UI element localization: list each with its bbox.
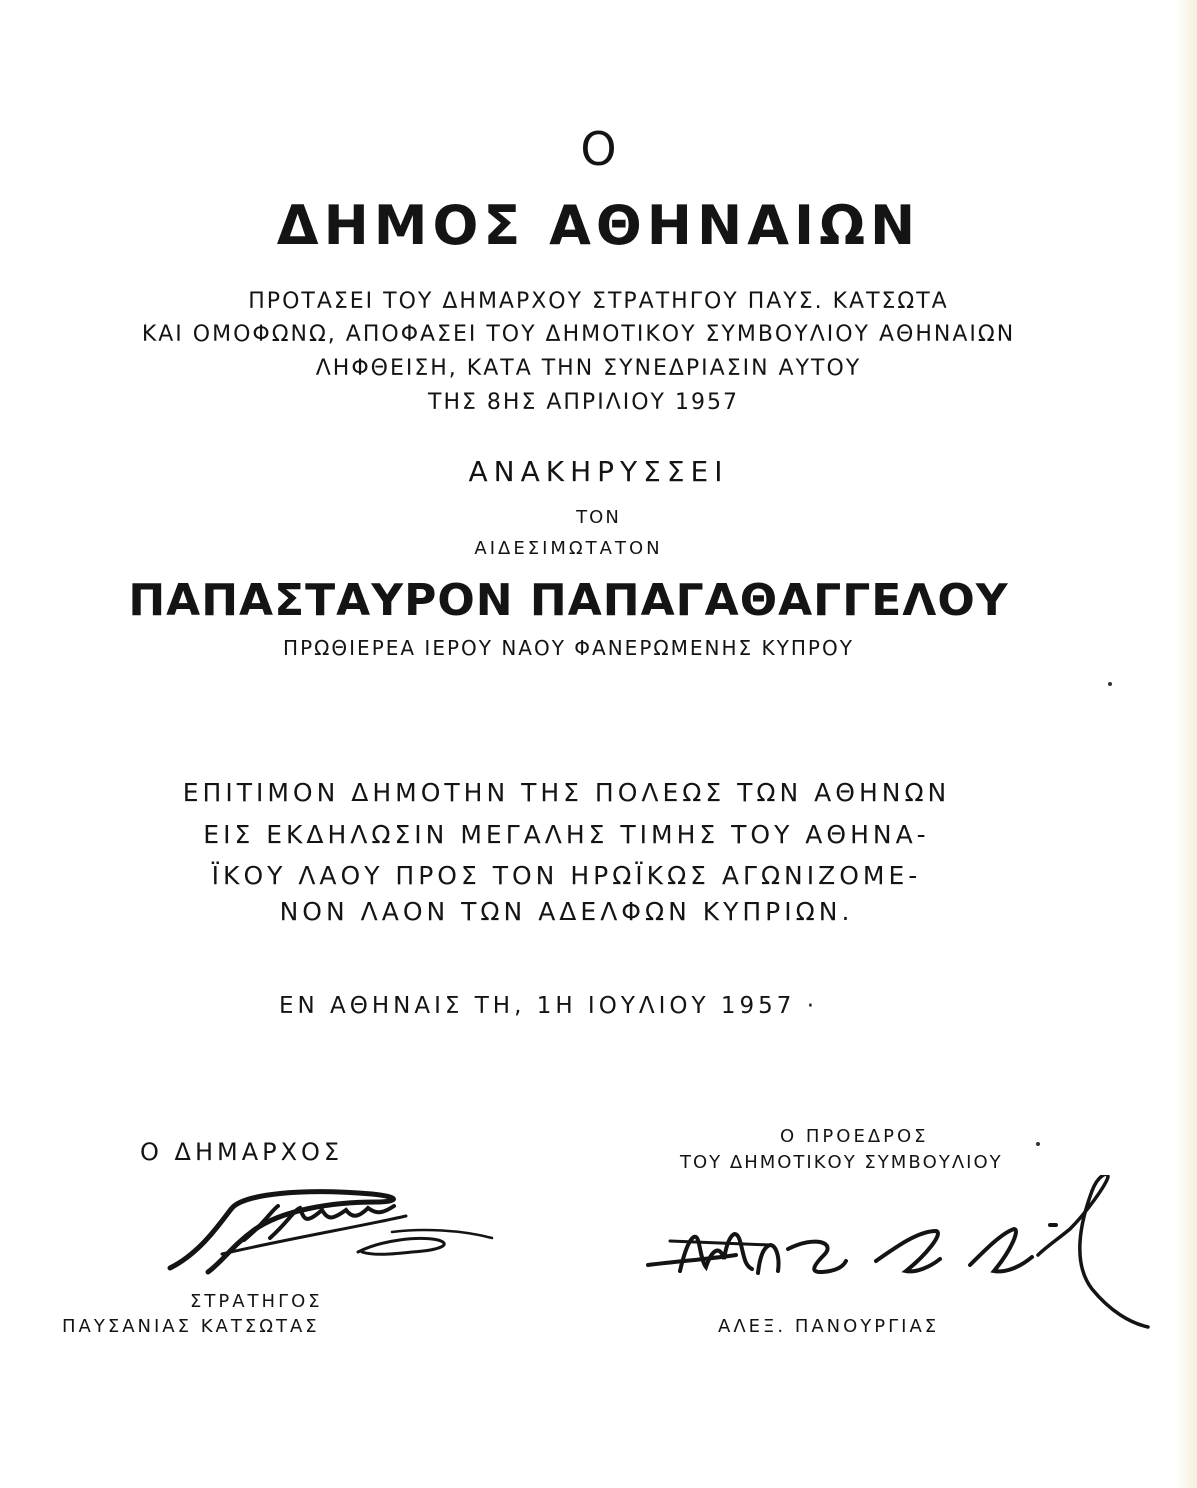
mayor-signature xyxy=(162,1180,502,1295)
council-president-signature xyxy=(640,1175,1150,1330)
body-line-1: ΕΠΙΤΙΜΟΝ ΔΗΜΟΤΗΝ ΤΗΣ ΠΟΛΕΩΣ ΤΩΝ ΑΘΗΝΩΝ xyxy=(182,778,951,807)
preamble-line-3: ΛΗΦΘΕΙΣΗ, ΚΑΤΑ ΤΗΝ ΣΥΝΕΔΡΙΑΣΙΝ ΑΥΤΟΥ xyxy=(315,356,862,381)
heading-title: ΔΗΜΟΣ ΑΘΗΝΑΙΩΝ xyxy=(276,194,921,257)
heading-article: Ο xyxy=(580,122,617,176)
honoree-name: ΠΑΠΑΣΤΑΥΡΟΝ ΠΑΠΑΓΑΘΑΓΓΕΛΟΥ xyxy=(128,575,1009,626)
honoree-article: ΤΟΝ xyxy=(576,507,621,528)
proclamation-verb: ΑΝΑΚΗΡΥΣΣΕΙ xyxy=(468,455,729,488)
mayor-title: Ο ΔΗΜΑΡΧΟΣ xyxy=(140,1138,344,1166)
honoree-position: ΠΡΩΘΙΕΡΕΑ ΙΕΡΟΥ ΝΑΟΥ ΦΑΝΕΡΩΜΕΝΗΣ ΚΥΠΡΟΥ xyxy=(283,636,854,660)
body-line-3: ΪΚΟΥ ΛΑΟΥ ΠΡΟΣ ΤΟΝ ΗΡΩΪΚΩΣ ΑΓΩΝΙΖΟΜΕ- xyxy=(211,861,922,890)
dateline: ΕΝ ΑΘΗΝΑΙΣ ΤΗ, 1Η ΙΟΥΛΙΟΥ 1957 · xyxy=(278,993,819,1019)
preamble-line-1: ΠΡΟΤΑΣΕΙ ΤΟΥ ΔΗΜΑΡΧΟΥ ΣΤΡΑΤΗΓΟΥ ΠΑΥΣ. ΚΑΤΣΩΤΑ xyxy=(248,289,949,314)
council-president-title: Ο ΠΡΟΕΔΡΟΣ xyxy=(780,1126,929,1147)
mayor-rank: ΣΤΡΑΤΗΓΟΣ xyxy=(190,1291,323,1312)
body-line-2: ΕΙΣ ΕΚΔΗΛΩΣΙΝ ΜΕΓΑΛΗΣ ΤΙΜΗΣ ΤΟΥ ΑΘΗΝΑ- xyxy=(203,820,930,849)
speck-mark xyxy=(1108,682,1112,686)
mayor-name: ΠΑΥΣΑΝΙΑΣ ΚΑΤΣΩΤΑΣ xyxy=(62,1316,320,1337)
body-line-4: ΝΟΝ ΛΑΟΝ ΤΩΝ ΑΔΕΛΦΩΝ ΚΥΠΡΙΩΝ. xyxy=(279,897,854,926)
council-president-name: ΑΛΕΞ. ΠΑΝΟΥΡΓΙΑΣ xyxy=(718,1316,940,1337)
speck-mark xyxy=(1036,1142,1040,1146)
honoree-honorific: ΑΙΔΕΣΙΜΩΤΑΤΟΝ xyxy=(474,538,663,559)
preamble-line-2: ΚΑΙ ΟΜΟΦΩΝΩ, ΑΠΟΦΑΣΕΙ ΤΟΥ ΔΗΜΟΤΙΚΟΥ ΣΥΜΒΟΥΛΙΟΥ ΑΘΗΝΑΙΩΝ xyxy=(141,322,1016,347)
council-president-title-line-2: ΤΟΥ ΔΗΜΟΤΙΚΟΥ ΣΥΜΒΟΥΛΙΟΥ xyxy=(680,1152,1003,1173)
preamble-line-4: ΤΗΣ 8ΗΣ ΑΠΡΙΛΙΟΥ 1957 xyxy=(428,390,739,415)
